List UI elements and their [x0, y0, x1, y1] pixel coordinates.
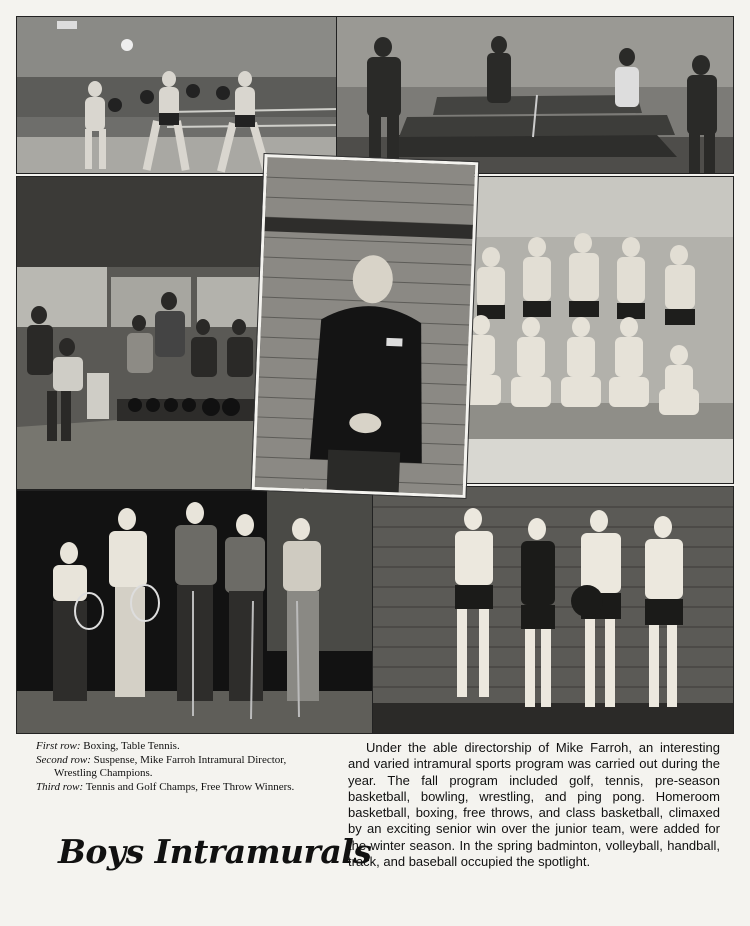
free-throw-winners-photo	[372, 486, 734, 734]
boxing-photo	[16, 16, 340, 174]
table-tennis-photo	[336, 16, 734, 174]
caption-label: Second row:	[36, 754, 91, 766]
caption-third-row	[36, 781, 326, 794]
wrestling-champions-photo	[446, 176, 734, 484]
caption-label: Third row:	[36, 781, 84, 793]
caption-text: Boxing, Table Tennis.	[83, 740, 180, 752]
caption-text: Tennis and Golf Champs, Free Throw Winners.	[85, 781, 295, 793]
page-heading: Boys Intramurals	[58, 832, 372, 871]
director-portrait-photo	[252, 154, 479, 498]
caption-first-row	[36, 740, 326, 753]
tennis-golf-champs-photo	[16, 490, 382, 734]
caption-second-row	[36, 754, 326, 780]
caption-label: First row:	[36, 740, 81, 752]
body-paragraph: Under the able directorship of Mike Farroh, an interesting and varied intramural sports program was carried out during the year. The fall program included golf, tennis, pre-season basketball, bowling, wrestling, and ping pong. Homeroom basketball, boxing, free throws, and class basketball, climaxed by an exciting senior win over the junior team, were added for the winter season. In the spring badminton, volleyball, handball, track, and baseball occupied the spotlight.	[348, 740, 720, 870]
caption-text: Suspense, Mike Farroh Intramural Director, Wrestling Champions.	[54, 754, 287, 779]
photo-captions	[36, 740, 326, 795]
